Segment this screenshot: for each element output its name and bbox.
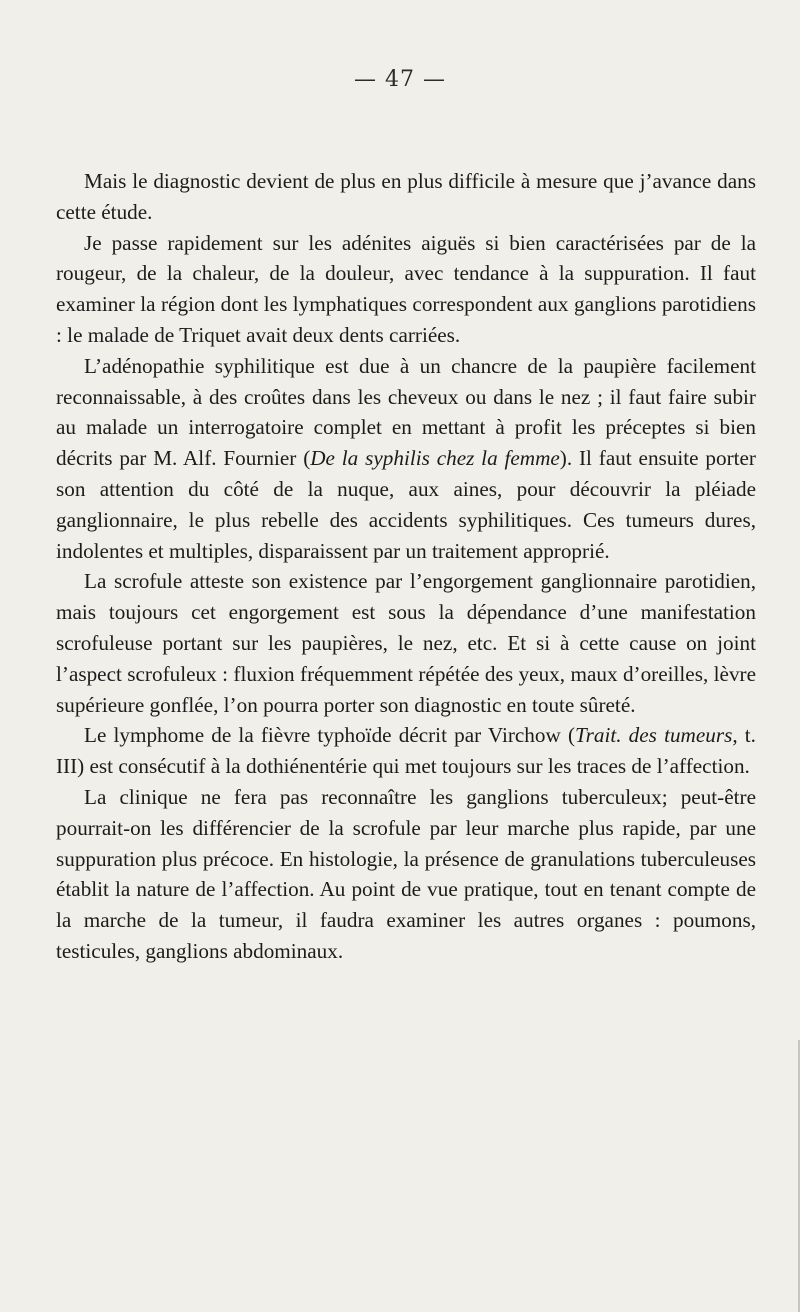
text-run: Le lymphome de la fièvre typhoïde décrit par Virchow (: [84, 723, 575, 748]
text-run: La clinique ne fera pas reconnaître les ganglions tuberculeux; peut-être pourrait-on les différencier de la scrofule par leur marche plus rapide, par une suppuration plus précoce. En histologie, la présence de granulations tuberculeuses établit la nature de l’affection. Au point de vue pratique, tout en tenant compte de la marche de la tumeur, il faudra examiner les autres organes : poumons, testicules, ganglions abdominaux.: [56, 784, 756, 963]
paragraph: [56, 720, 756, 782]
text-run: , t. III) est consécutif à la dothiénentérie qui met toujours sur les traces de l’affection.: [56, 723, 756, 779]
text-run: La scrofule atteste son existence par l’engorgement ganglionnaire parotidien, mais toujours cet engorgement est sous la dépendance d’une manifestation scrofuleuse portant sur les paupières, le nez, etc. Et si à cette cause on joint l’aspect scrofuleux : fluxion fréquemment répétée des yeux, maux d’oreilles, lèvre supérieure gonflée, l’on pourra porter son diagnostic en toute sûreté.: [56, 569, 756, 717]
paragraph: [56, 166, 756, 228]
text-run: Je passe rapidement sur les adénites aiguës si bien caractérisées par de la rougeur, de la chaleur, de la douleur, avec tendance à la suppuration. Il faut examiner la région dont les lymphatiques correspondent aux ganglions parotidiens : le malade de Triquet avait deux dents carriées.: [56, 230, 756, 347]
book-title-citation: De la syphilis chez la femme: [310, 446, 560, 471]
page-number: — 47 —: [354, 67, 446, 92]
body-text: [56, 166, 756, 967]
paragraph: [56, 351, 756, 567]
paragraph: [56, 566, 756, 720]
paragraph: [56, 782, 756, 967]
text-run: L’adénopathie syphilitique est due à un chancre de la paupière facilement reconnaissable, à des croûtes dans les cheveux ou dans le nez ; il faut faire subir au malade un interrogatoire complet en mettant à profit les préceptes si bien décrits par M. Alf. Fournier (: [56, 353, 756, 471]
text-run: Mais le diagnostic devient de plus en plus difficile à mesure que j’avance dans cette étude.: [56, 169, 756, 224]
paragraph: [56, 228, 756, 351]
book-title-citation: Trait. des tumeurs: [575, 723, 733, 748]
text-run: ). Il faut ensuite porter son attention du côté de la nuque, aux aines, pour découvrir la pléiade ganglionnaire, le plus rebelle des accidents syphilitiques. Ces tumeurs dures, indolentes et multiples, disparaissent par un traitement approprié.: [56, 446, 756, 563]
